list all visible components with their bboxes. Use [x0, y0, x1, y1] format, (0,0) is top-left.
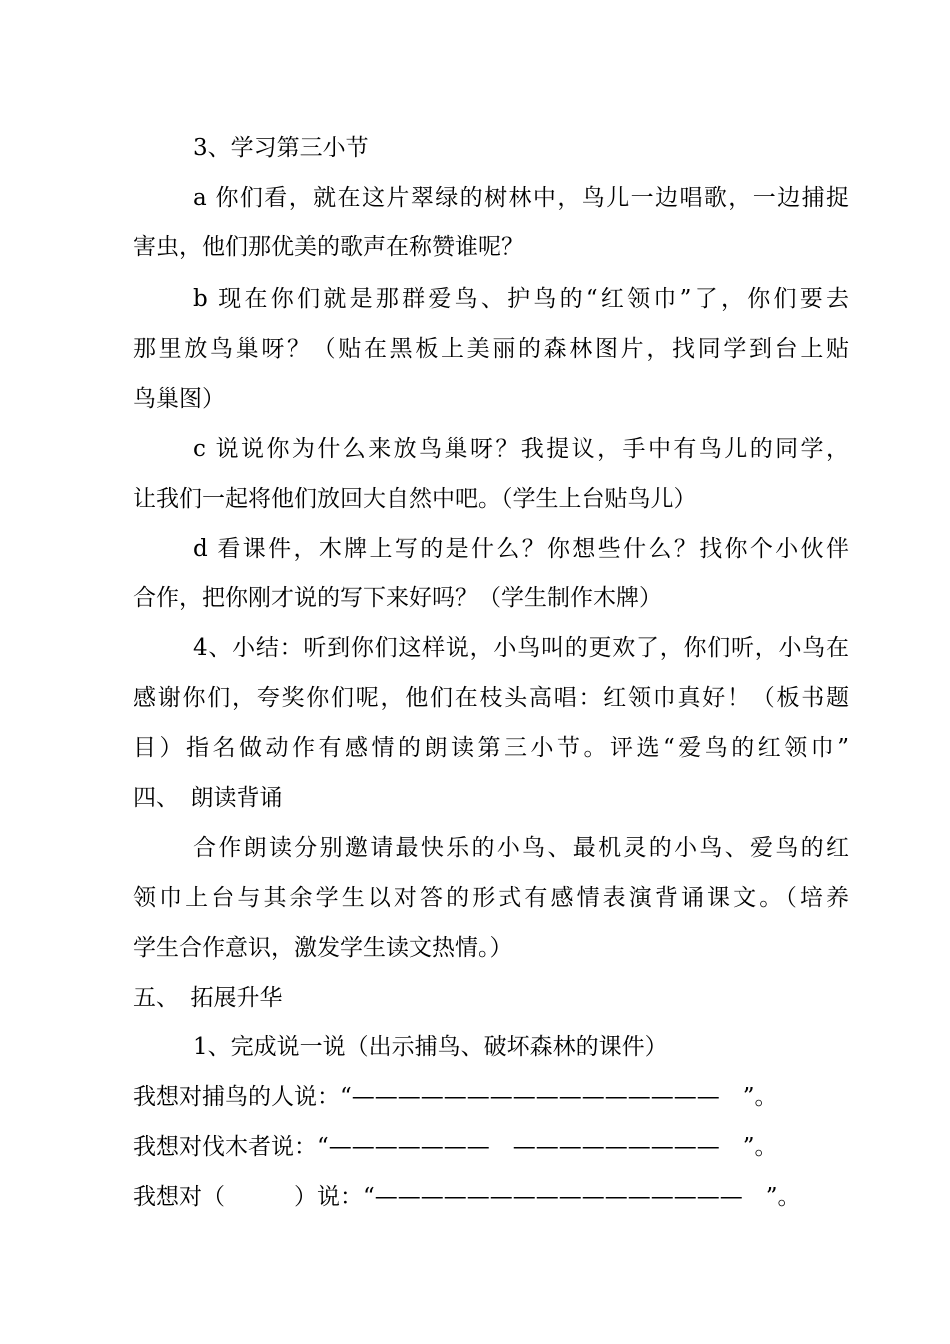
section-heading-4: 四、 朗读背诵: [133, 785, 283, 811]
subsection-heading-1: 1、完成说一说（出示捕鸟、破坏森林的课件）: [193, 1034, 668, 1060]
paragraph-line: 害虫，他们那优美的歌声在称赞谁呢？: [133, 234, 524, 260]
fill-in-line: 我想对捕鸟的人说：“———————————————— ”。: [133, 1084, 778, 1110]
paragraph-line: d 看课件，木牌上写的是什么？你想些什么？找你个小伙伴: [193, 536, 849, 562]
paragraph-line: 让我们一起将他们放回大自然中吧。（学生上台贴鸟儿）: [133, 486, 697, 512]
paragraph-line: 那里放鸟巢呀？（贴在黑板上美丽的森林图片，找同学到台上贴: [133, 336, 849, 362]
paragraph-line: 鸟巢图）: [133, 386, 225, 412]
paragraph-line: a 你们看，就在这片翠绿的树林中，鸟儿一边唱歌，一边捕捉: [193, 185, 849, 211]
paragraph-line: 领巾上台与其余学生以对答的形式有感情表演背诵课文。（培养: [133, 885, 849, 911]
paragraph-line: b 现在你们就是那群爱鸟、护鸟的“红领巾”了，你们要去: [193, 286, 849, 312]
paragraph-line: 目）指名做动作有感情的朗读第三小节。评选“爱鸟的红领巾”: [133, 735, 849, 761]
fill-in-line: 我想对（ ）说：“———————————————— ”。: [133, 1184, 801, 1210]
paragraph-line: 4、小结：听到你们这样说，小鸟叫的更欢了，你们听，小鸟在: [193, 635, 849, 661]
paragraph-line: 合作，把你刚才说的写下来好吗？（学生制作木牌）: [133, 585, 662, 611]
paragraph-line: 学生合作意识，激发学生读文热情。）: [133, 935, 513, 961]
subsection-heading-3: 3、学习第三小节: [193, 135, 369, 161]
paragraph-line: c 说说你为什么来放鸟巢呀？我提议，手中有鸟儿的同学，: [193, 436, 849, 462]
paragraph-line: 感谢你们，夸奖你们呢，他们在枝头高唱：红领巾真好！（板书题: [133, 685, 849, 711]
fill-in-line: 我想对伐木者说：“——————— ————————— ”。: [133, 1134, 778, 1160]
section-heading-5: 五、 拓展升华: [133, 985, 283, 1011]
paragraph-line: 合作朗读分别邀请最快乐的小鸟、最机灵的小鸟、爱鸟的红: [193, 835, 849, 861]
